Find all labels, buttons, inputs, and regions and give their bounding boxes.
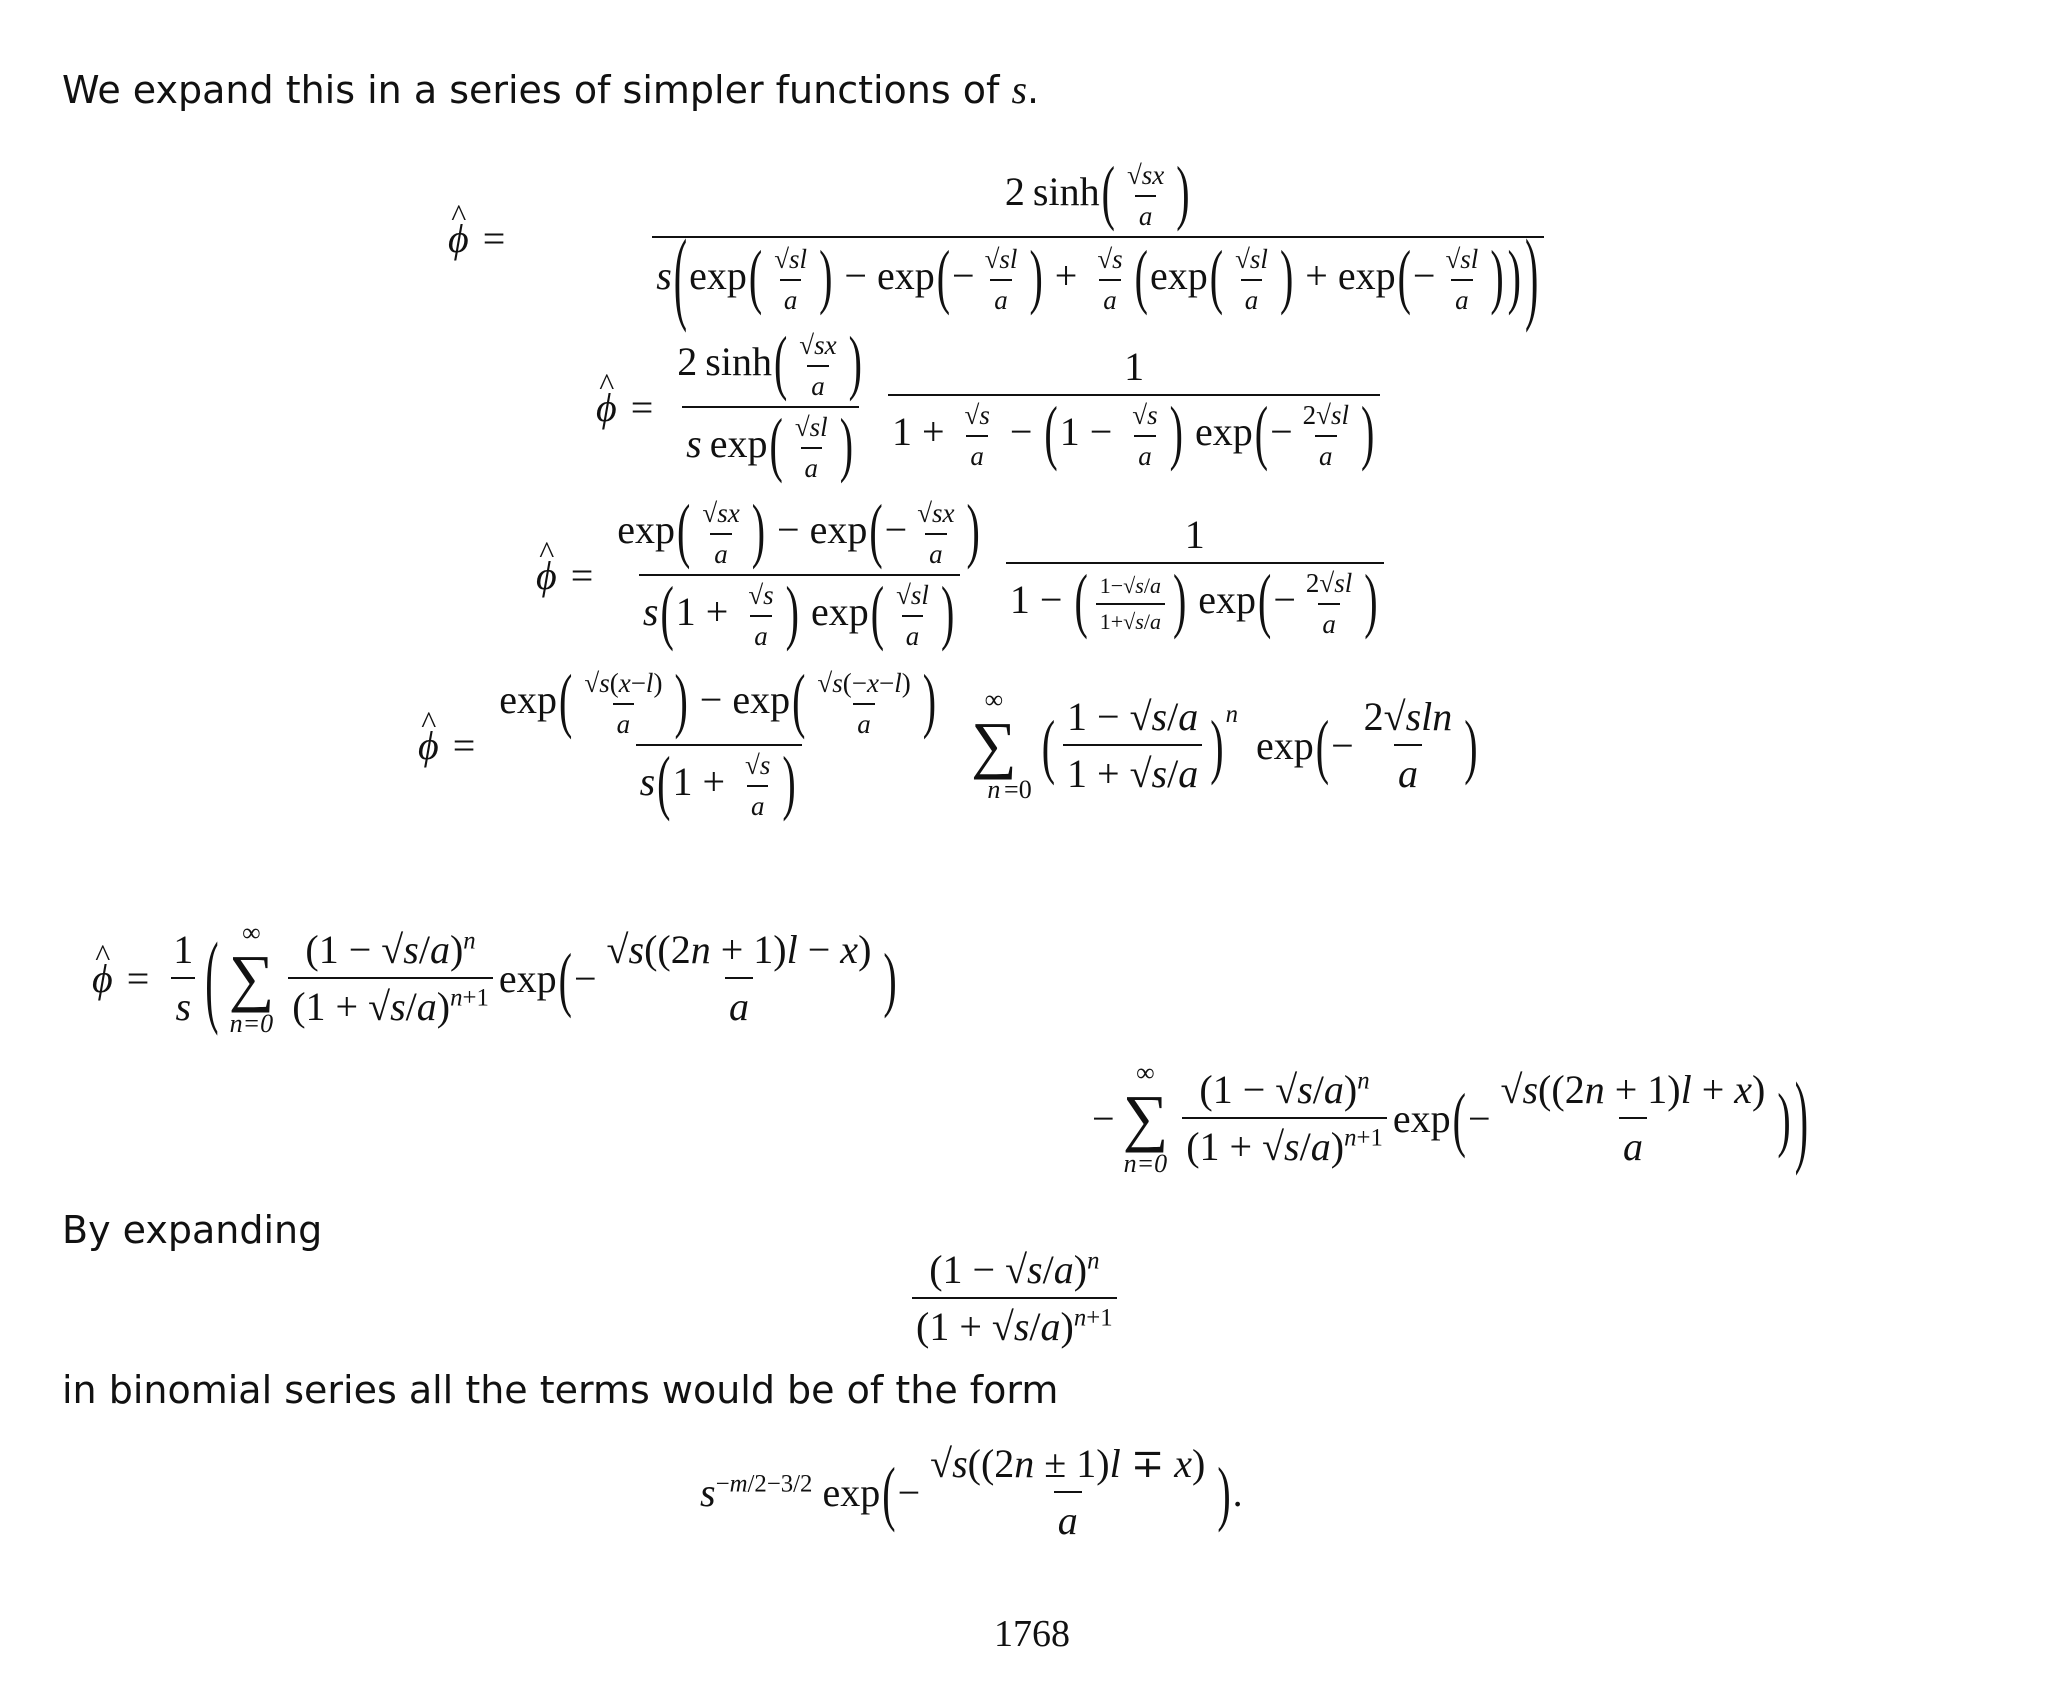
page-number: 1768 [994, 1613, 1070, 1655]
by-expanding-text: By expanding [62, 1208, 323, 1252]
intro-period: . [1027, 68, 1040, 112]
equation-1: ^ ϕ = 2 sinh( $\frac{√sx}{a}$ ) s(exp( $\frac{√sl}{a}$ ) − exp(− $\frac{√sl}{a}$ ) + $\frac{√s}{a}$ (exp( $\frac{√sl}{a}$ ) + exp(− $\frac{√sl}{a}$ ) ) ) [448, 160, 1677, 316]
equation-5-line-2: − ∞ ∑ n=0 $\frac{(1 - √s/a)^n}{(1 + √s/a)^{n+1}}$ exp ( − $\frac{√s((2n + 1)l + x)}{a}$ ) ) [1092, 1058, 1809, 1178]
equation-4: ^ ϕ = exp( $\frac{√s(x-l)}{a}$ ) − exp( $\frac{√s(-x-l)}{a}$ ) s(1 + $\frac{√s}{a}$ ) ∞ ∑ n =0 ( $\frac{1 - √s/a}{1 + √s/a}$ ) $^n$ exp ( − $\frac{2√sln}{a}$ ) [418, 668, 1480, 822]
equation-5-line-1: ^ ϕ = $\frac{1}{s}$ ( ∞ ∑ n=0 $\frac{(1 - √s/a)^n}{(1 + √s/a)^{n+1}}$ exp ( − $\frac{√s((2n + 1)l - x)}{a}$ ) [92, 918, 899, 1039]
intro-text: We expand this in a series of simpler functions of [62, 68, 1012, 112]
binomial-series-text: in binomial series all the terms would be of the form [62, 1368, 1059, 1412]
equation-2: ^ ϕ = 2 sinh( $\frac{√sx}{a}$ ) s exp( $\frac{√sl}{a}$ ) 1 1 + $\frac{√s}{a}$ − (1 − $\frac{√s}{a}$ ) exp(− $\frac{2√sl}{a}$ ) [596, 330, 1386, 484]
equation-6: $\frac{(1 - √s/a)^n}{(1 + √s/a)^{n+1}}$ [906, 1246, 1123, 1350]
intro-variable: s [1011, 67, 1028, 112]
equation-3: ^ ϕ = exp( $\frac{√sx}{a}$ ) − exp(− $\frac{√sx}{a}$ ) s(1 + $\frac{√s}{a}$ ) exp( $\frac{√sl}{a}$ ) 1 1 − ( $\frac{1-√s/a}{1+√s/a}$ ) exp(− $\frac{2√sl}{a}$ ) [536, 498, 1390, 652]
intro-paragraph [62, 66, 1039, 113]
equation-7: $s^{-m/2-3/2}$ exp ( − $\frac{√s((2n \pm 1)l \mp x)}{a}$ ) . [700, 1441, 1243, 1543]
